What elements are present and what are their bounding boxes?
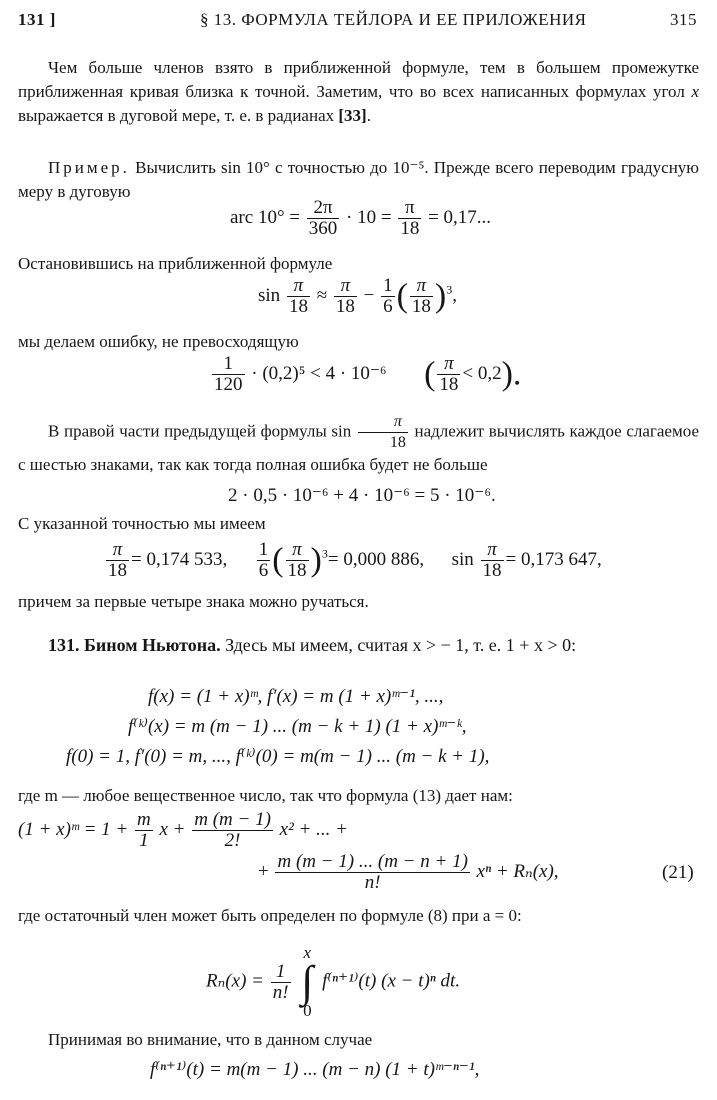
lower-limit: 0 [303, 1001, 312, 1020]
formula-term: (1 + x)ᵐ = 1 + [18, 818, 129, 840]
fraction [275, 852, 469, 893]
denominator: 18 [288, 296, 308, 317]
formula-arc-conversion [230, 198, 491, 239]
paragraph-m-real: где m — любое вещественное число, так что формула (13) дает нам: [18, 786, 513, 805]
formula-term: · 10 = [346, 206, 392, 228]
fraction [437, 354, 460, 395]
paragraph-text: выражается в дуговой мере, т. е. в радианах [18, 106, 339, 125]
paren: ( [396, 277, 408, 315]
denominator: 6 [258, 560, 269, 581]
numerator: m (m − 1) ... (m − n + 1) [277, 851, 468, 872]
denominator: n! [272, 981, 289, 1003]
paragraph-accuracy: С указанной точностью мы имеем [18, 514, 266, 533]
numerator: π [287, 276, 310, 297]
denominator: 18 [411, 296, 431, 317]
numerator: π [106, 540, 129, 561]
formula-binom-derivs-3: f(0) = 1, f′(0) = m, ..., f⁽ᵏ⁾(0) = m(m − 1) ... (m − k + 1), [66, 746, 490, 767]
fraction [192, 810, 273, 851]
fraction [410, 276, 433, 317]
numerator: π [398, 198, 421, 219]
paragraph-right-side [18, 412, 699, 477]
section-heading: 131. Бином Ньютона. [48, 635, 221, 655]
upper-limit: x [303, 943, 312, 962]
formula-term: Rₙ(x) = [206, 970, 264, 992]
formula-binom-derivs-2: f⁽ᵏ⁾(x) = m (m − 1) ... (m − k + 1) (1 + x)ᵐ⁻ᵏ, [128, 716, 467, 737]
formula-term: sin [451, 548, 474, 570]
reference-link: [33] [338, 106, 367, 125]
formula-term: = 0,173 647, [505, 548, 602, 570]
formula-binom-series-1 [18, 810, 348, 851]
page-number: 315 [670, 10, 697, 29]
formula-sin-approx [258, 276, 457, 317]
paragraph-intro [18, 56, 699, 128]
fraction [398, 198, 421, 239]
numerator: π [286, 540, 309, 561]
section-131 [18, 632, 699, 658]
paragraph-text: Вычислить sin 10° с точностью до 10⁻⁵. Прежде всего переводим градусную меру в дуговую [18, 158, 699, 201]
section-number: 131 ] [18, 10, 56, 29]
integral [301, 943, 314, 1020]
numerator: m [136, 809, 151, 830]
numerator: π [410, 276, 433, 297]
formula-term: = 0,17... [428, 206, 492, 228]
denominator: 1 [139, 830, 149, 851]
numerator: 1 [383, 275, 393, 296]
formula-values: $\frac{\pi}{18}$ = 0,174 533, $\frac{1}{6}$ ( $\frac{\pi}{18}$ )$^3$= 0,000 886, sin $\frac{\pi}{18}$ = 0,173 647, [108, 539, 602, 581]
exponent: 3 [446, 282, 453, 297]
numerator: π [481, 540, 504, 561]
numerator: π [437, 354, 460, 375]
fraction [257, 540, 271, 581]
formula-term: f⁽ⁿ⁺¹⁾(t) (x − t)ⁿ dt. [322, 970, 461, 992]
fraction [106, 540, 129, 581]
formula-total-error: 2 · 0,5 · 10⁻⁶ + 4 · 10⁻⁶ = 5 · 10⁻⁶. [228, 485, 496, 506]
fraction [307, 198, 340, 239]
paragraph-example [18, 156, 699, 204]
numerator: π [334, 276, 357, 297]
paragraph-text: . [366, 106, 371, 125]
denominator: 6 [383, 296, 393, 317]
denominator: 360 [308, 218, 338, 239]
paragraph-guarantee: причем за первые четыре знака можно ручаться. [18, 592, 369, 611]
numerator: 1 [271, 962, 291, 983]
formula-error-bound [210, 354, 521, 395]
fraction [135, 810, 153, 851]
formula-remainder [206, 943, 461, 1020]
denominator: 120 [214, 374, 243, 395]
denominator: 18 [287, 560, 307, 581]
denominator: 2! [224, 830, 241, 851]
formula-term: < 0,2 [462, 362, 502, 384]
denominator: 18 [389, 434, 406, 451]
denominator: 18 [400, 218, 420, 239]
fraction [358, 412, 408, 453]
numerator: m (m − 1) [194, 809, 271, 830]
formula-binom-derivs-1: f(x) = (1 + x)ᵐ, f′(x) = m (1 + x)ᵐ⁻¹, ..., [148, 686, 444, 707]
formula-term: = 0,174 533, [131, 548, 228, 570]
denominator: 18 [439, 374, 459, 395]
denominator: 18 [335, 296, 355, 317]
formula-nth-derivative: f⁽ⁿ⁺¹⁾(t) = m(m − 1) ... (m − n) (1 + t)ᵐ⁻ⁿ⁻¹, [150, 1059, 480, 1080]
denominator: n! [364, 872, 381, 893]
numerator: 2π [307, 198, 340, 219]
paragraph-taking-into-account: Принимая во внимание, что в данном случае [48, 1030, 373, 1049]
formula-term: xⁿ + Rₙ(x), [476, 860, 559, 882]
paren: ( [424, 355, 436, 393]
paren: ) [434, 277, 447, 315]
formula-term: · (0,2)⁵ < 4 · 10⁻⁶ [251, 362, 387, 384]
variable-x: x [691, 82, 699, 101]
numerator: 1 [258, 539, 269, 560]
formula-term: arc 10° = [230, 206, 301, 228]
fraction [271, 962, 291, 1003]
running-title: § 13. ФОРМУЛА ТЕЙЛОРА И ЕЕ ПРИЛОЖЕНИЯ [200, 10, 587, 29]
numerator: 1 [212, 354, 245, 375]
paragraph-text: надлежит вычислять каждое слагаемое с шестью знаками, так как тогда полная ошибка будет не больше [18, 421, 699, 474]
fraction [287, 276, 310, 317]
formula-term: − [363, 284, 375, 306]
integral-sign: ∫ [301, 957, 314, 1006]
formula-term: x + [159, 818, 186, 840]
formula-binom-series-2 [258, 852, 559, 893]
paragraph-approx: Остановившись на приближенной формуле [18, 254, 333, 273]
paragraph-text: В правой части предыдущей формулы sin [48, 421, 356, 441]
paragraph-text: Здесь мы имеем, считая x > − 1, т. е. 1 + x > 0: [220, 635, 577, 655]
paren: ). [501, 355, 522, 393]
equation-number: (21) [662, 862, 694, 883]
formula-term: = 0,000 886, [327, 548, 425, 570]
fraction [381, 276, 395, 317]
denominator: 18 [108, 560, 127, 581]
numerator: π [358, 412, 408, 433]
formula-term: + [258, 860, 269, 882]
fraction [481, 540, 504, 581]
formula-term: ≈ [316, 284, 328, 306]
exponent: 3 [321, 546, 328, 561]
example-label: Пример. [48, 158, 130, 177]
fraction [334, 276, 357, 317]
paragraph-remainder: где остаточный член может быть определен по формуле (8) при a = 0: [18, 906, 522, 925]
formula-term: , [452, 284, 457, 306]
formula-term: x² + ... + [279, 818, 348, 840]
fraction [212, 354, 245, 395]
paragraph-text: Чем больше членов взято в приближенной формуле, тем в большем промежутке приближенная кривая близка к точной. Заметим, что во всех написанных формулах угол [18, 58, 699, 101]
formula-term: sin [258, 284, 281, 306]
paragraph-error: мы делаем ошибку, не превосходящую [18, 332, 299, 351]
denominator: 18 [482, 560, 502, 581]
fraction [286, 540, 309, 581]
